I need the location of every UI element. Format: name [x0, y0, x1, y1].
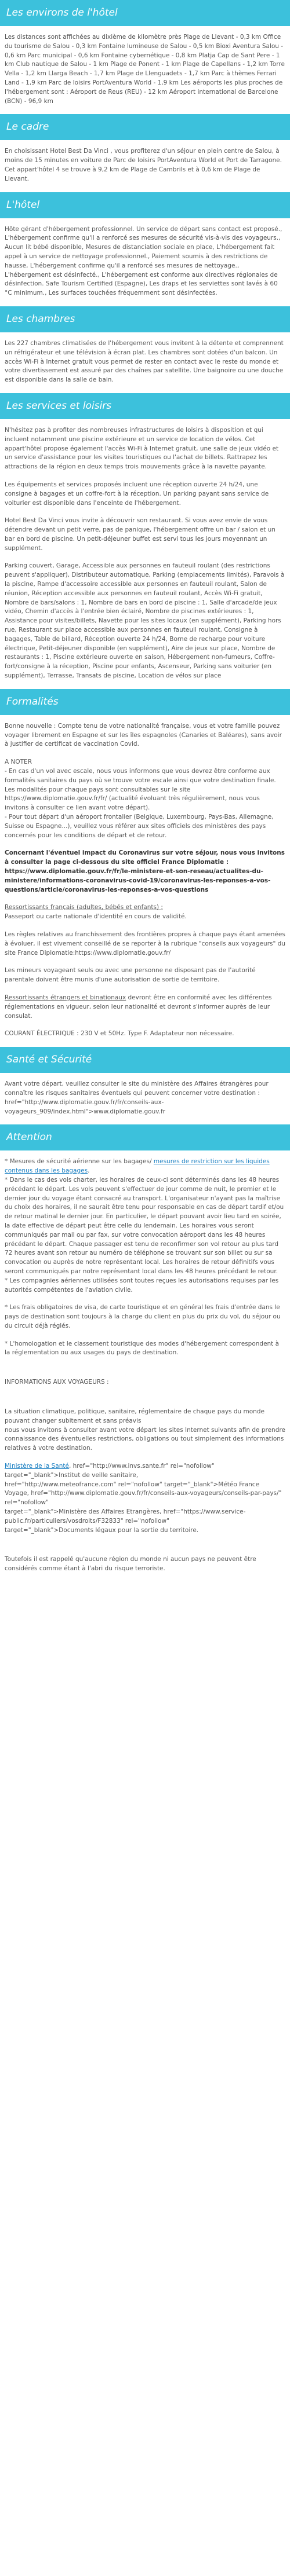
ressortissants-text: Passeport ou carte nationale d'identité en cours de validité. [5, 913, 187, 921]
formalites-text-8: COURANT ÉLECTRIQUE : 230 V et 50Hz. Type F. Adaptateur non nécessaire. [5, 1030, 234, 1038]
formalites-text-2: A NOTER - En cas d'un vol avec escale, nous vous informons que vous devrez être conforme aux formalités sanitaires du pays où se trouve votre escale ainsi que votre destination finale. Les modalités pour chaque pays sont consultables sur le site https://www.diplomatie.gouv.fr/fr/ (actualité évoluant très régulièrement, nous vous invitons à consulter ce lien avant votre départ). - Pour tout départ d'un aéroport frontalier (Belgique, Luxembourg, Pays-Bas, Allemagne, Suisse ou Espagne...), veuillez vous référer aux sites officiels des ministères des pays concernés pour les conditions de départ et de retour. [5, 758, 276, 839]
section-attention [0, 1150, 290, 1582]
section-title-services: Les services et loisirs [0, 393, 290, 419]
liquides-restriction-link[interactable]: mesures de restriction sur les liquides contenus dans les bagages [5, 1158, 270, 1175]
coronavirus-notice: Concernant l'éventuel impact du Coronavirus sur votre séjour, nous vous invitons à consulter la page ci-dessous du site officiel France Diplomatie : https://www.diplomatie.gouv.fr/fr/le-ministere-et-son-reseau/actualites-du-ministere/informations-coronavirus-covid-19/coronavirus-les-reponses-a-vos-questions/article/coronavirus-les-reponses-a-vos-questions [5, 849, 285, 893]
ministere-sante-link[interactable]: Ministère de la Santé [5, 1463, 69, 1470]
formalites-text-4 [5, 903, 285, 922]
section-title-attention: Attention [0, 1124, 290, 1150]
attention-text-2: * Les frais obligatoires de visa, de carte touristique et en général les frais d'entrée dans le pays de destination sont toujours à la charge du client en plus du prix du vol, du séjour ou du circuit déjà réglés. [5, 1304, 281, 1329]
services-text-2: Les équipements et services proposés incluent une réception ouverte 24 h/24, une consigne à bagages et un coffre-fort à la réception. Un parking payant sans service de voiturier est disponible dans l'enceinte de l'hébergement. [5, 481, 269, 507]
section-title-cadre: Le cadre [0, 114, 290, 140]
section-title-environs: Les environs de l'hôtel [0, 0, 290, 26]
attention-text-3: * L'homologation et le classement touristique des modes d'hébergement correspondent à la réglementation ou aux usages du pays de destination. [5, 1340, 280, 1357]
formalites-text-6: Les mineurs voyageant seuls ou avec une personne ne disposant pas de l'autorité parentale doivent être munis d'une autorisation de sortie de territoire. [5, 967, 256, 984]
attention-text-5: La situation climatique, politique, sanitaire, réglementaire de chaque pays du monde pouvant changer subitement et sans préavis nous vous invitons à consulter avant votre départ les sites Internet suivants afin de prendre connaissance des éventuelles restrictions, obligations ou tout simplement des informations relatives à votre destination. [5, 1408, 285, 1452]
section-hotel [0, 218, 290, 306]
attention-text-1-post: . * Dans le cas des vols charter, les horaires de ceux-ci sont déterminés dans les 48 heures précédant le départ. Les vols peuvent s'effectuer de jour comme de nuit, le premier et le dernier jour du voyage étant consacré au transport. L'organisateur n'ayant pas la maîtrise du choix des horaires, il ne saurait être tenu pour responsable en cas de départ tardif et/ou de retour matinal le dernier jour. En particulier, le départ pouvant avoir lieu tard en soirée, la date effective de départ peut être celle du lendemain. Les horaires vous seront communiqués par mail ou par fax, sur votre convocation aéroport dans les 48 heures précédant le départ. Chaque passager est tenu de reconfirmer son vol retour au plus tard 72 heures avant son retour au numéro de téléphone se trouvant sur son billet ou sur sa convocation ou auprès de notre représentant local. Les horaires de retour définitifs vous seront communiqués par notre représentant local dans les 48 heures précédant le retour. * Les compagnies aériennes utilisées sont toutes reçues les autorisations requises par les autorités compétentes de l'aviation civile. [5, 1167, 284, 1294]
chambres-text: Les 227 chambres climatisées de l'hébergement vous invitent à la détente et comprennent un réfrigérateur et une télévision à écran plat. Les chambres sont dotées d'un balcon. Un accès Wi-Fi à Internet gratuit vous permet de rester en contact avec le reste du monde et votre divertissement est assuré par des chaînes par satellite. Une baignoire ou une douche est disponible dans la salle de bain. [5, 339, 284, 384]
attention-text-4: INFORMATIONS AUX VOYAGEURS : [5, 1379, 109, 1386]
attention-text-1-pre: * Mesures de sécurité aérienne sur les bagages/ [5, 1158, 154, 1166]
section-title-hotel: L'hôtel [0, 192, 290, 218]
attention-text-1 [5, 1157, 285, 1295]
attention-text-6 [5, 1462, 285, 1535]
section-environs [0, 26, 290, 114]
section-title-chambres: Les chambres [0, 306, 290, 332]
formalites-text-7 [5, 994, 285, 1021]
spacer [5, 1396, 285, 1408]
section-formalites [0, 715, 290, 1047]
attention-text-6-rest: , href="http://www.invs.sante.fr" rel="nofollow" target="_blank">Institut de veille sanitaire, href="http://www.meteofrance.com" rel="nofollow" target="_blank">Météo France Voyage, href="http://www.diplomatie.gouv.fr/fr/conseils-aux-voyageurs/conseils-par-pays/" rel="nofollow" target="_blank">Ministère des Affaires Etrangères, href="https://www.service-public.fr/particuliers/vosdroits/F32833" rel="nofollow" target="_blank">Documents légaux pour la sortie du territoire. [5, 1463, 282, 1534]
formalites-text-3 [5, 849, 285, 895]
hotel-text: Hôte gérant d'hébergement professionnel. Un service de départ sans contact est proposé., L'hébergement confirme qu'il a renforcé ses mesures de sécurité vis-à-vis des voyageurs., Aucun lit bébé disponible, Mesures de distanciation sociale en place, L'hébergement fait appel à un service de nettoyage professionnel., Paiement soumis à des restrictions de hausse, L'hébergement confirme qu'il a renforcé ses mesures de nettoyage., L'hébergement est désinfecté., L'hébergement est conforme aux directives régionales de désinfection. Safe Tourism Certified (Espagne), Les draps et les serviettes sont lavés à 60 °C minimum., Les surfaces touchées fréquemment sont désinfectées. [5, 225, 282, 297]
section-cadre [0, 140, 290, 192]
cadre-text: En choisissant Hotel Best Da Vinci , vous profiterez d'un séjour en plein centre de Salou, à moins de 15 minutes en voiture de Parc de loisirs PortAventura World et Port de Tarragone. Cet appart'hôtel 4 se trouve à 9,2 km de Plage de Cambrils et à 0,6 km de Plage de Llevant. [5, 148, 282, 182]
services-text-3: Hotel Best Da Vinci vous invite à découvrir son restaurant. Si vous avez envie de vous détendre devant un petit verre, pas de panique, l'hébergement offre un bar / salon et un bar en bord de piscine. Un petit-déjeuner buffet est servi tous les jours moyennant un supplément. [5, 517, 276, 552]
environs-text: Les distances sont affichées au dixième de kilomètre près Plage de Llevant - 0,3 km Office du tourisme de Salou - 0,3 km Fontaine lumineuse de Salou - 0,5 km Bioxi Aventura Salou - 0,6 km Parc municipal - 0,6 km Fontaine cybernétique - 0,8 km Platja Cap de Sant Pere - 1 km Club nautique de Salou - 1 km Plage de Ponent - 1 km Plage de Capellans - 1,2 km Torre Vella - 1,2 km Llarga Beach - 1,7 km Plage de Llenguadets - 1,7 km Parc à thèmes Ferrari Land - 1,9 km Parc de loisirs PortAventura World - 1,9 km Les aéroports les plus proches de l'hébergement sont : Aéroport de Reus (REU) - 12 km Aéroport international de Barcelone (BCN) - 96,9 km [5, 34, 285, 105]
spacer [5, 1544, 285, 1555]
etrangers-text: devront être en conformité avec les différentes réglementations en vigueur, selon leur nationalité et devront s'informer auprès de leur consulat. [5, 994, 272, 1020]
section-chambres [0, 332, 290, 393]
etrangers-link[interactable]: Ressortissants étrangers et binationaux [5, 994, 126, 1001]
formalites-text-5: Les règles relatives au franchissement des frontières propres à chaque pays étant amenées à évoluer, il est vivement conseillé de se reporter à la rubrique "conseils aux voyageurs" du site France Diplomatie:https://www.diplomatie.gouv.fr/ [5, 930, 285, 957]
section-title-sante: Santé et Sécurité [0, 1047, 290, 1073]
sante-text: Avant votre départ, veuillez consulter le site du ministère des Affaires étrangères pour connaître les risques sanitaires éventuels qui peuvent concerner votre destination : href="http://www.diplomatie.gouv.fr/fr/conseils-aux-voyageurs_909/index.html">www.diplomatie.gouv.fr [5, 1080, 269, 1115]
services-text-4: Parking couvert, Garage, Accessible aux personnes en fauteuil roulant (des restrictions peuvent s'appliquer), Distributeur automatique, Parking (emplacements limités), Paravois à la piscine, Rampe d'accessoire accessible aux personnes en fauteuil roulant, Salon de réunion, Réception accessible aux personnes en fauteuil roulant, Accès Wi-Fi gratuit, Nombre de bars/salons : 1, Nombre de bars en bord de piscine : 1, Salle d'arcade/de jeux vidéo, Chemin d'accès à l'entrée bien éclairé, Nombre de piscines extérieures : 1, Assistance pour visites/billets, Navette pour les sites locaux (en supplément), Parking hors rue, Restaurant sur place accessible aux personnes en fauteuil roulant, Consigne à bagages, Table de billard, Réception ouverte 24 h/24, Borne de recharge pour voiture électrique, Petit-déjeuner disponible (en supplément), Aire de jeux sur place, Nombre de restaurants : 1, Piscine extérieure ouverte en saison, Hébergement non-fumeurs, Coffre-fort/consigne à la réception, Piscine pour enfants, Ascenseur, Parking sans voiturier (en supplément), Terrasse, Transats de piscine, Location de vélos sur place [5, 562, 285, 680]
section-sante [0, 1073, 290, 1124]
services-text-1: N'hésitez pas à profiter des nombreuses infrastructures de loisirs à disposition et qui incluent notamment une piscine extérieure et un service de location de vélos. Cet appart'hôtel propose également l'accès Wi-Fi à Internet gratuit, une salle de jeux vidéo et un service d'assistance pour les visites touristiques ou l'achat de billets. Rattrapez les attractions de la région en deux temps trois mouvements grâce à la navette payante. [5, 426, 279, 471]
attention-text-7: Toutefois il est rappelé qu'aucune région du monde ni aucun pays ne peuvent être considérés comme étant à l'abri du risque terroriste. [5, 1556, 256, 1573]
ressortissants-heading: Ressortissants français (adultes, bébés et enfants) : [5, 904, 163, 911]
formalites-text-1: Bonne nouvelle : Compte tenu de votre nationalité française, vous et votre famille pouvez voyager librement en Espagne et sur les îles espagnoles (Canaries et Baléares), sans avoir à justifier de certificat de vaccination Covid. [5, 722, 282, 748]
section-title-formalites: Formalités [0, 689, 290, 715]
spacer [5, 1366, 285, 1378]
section-services [0, 419, 290, 689]
